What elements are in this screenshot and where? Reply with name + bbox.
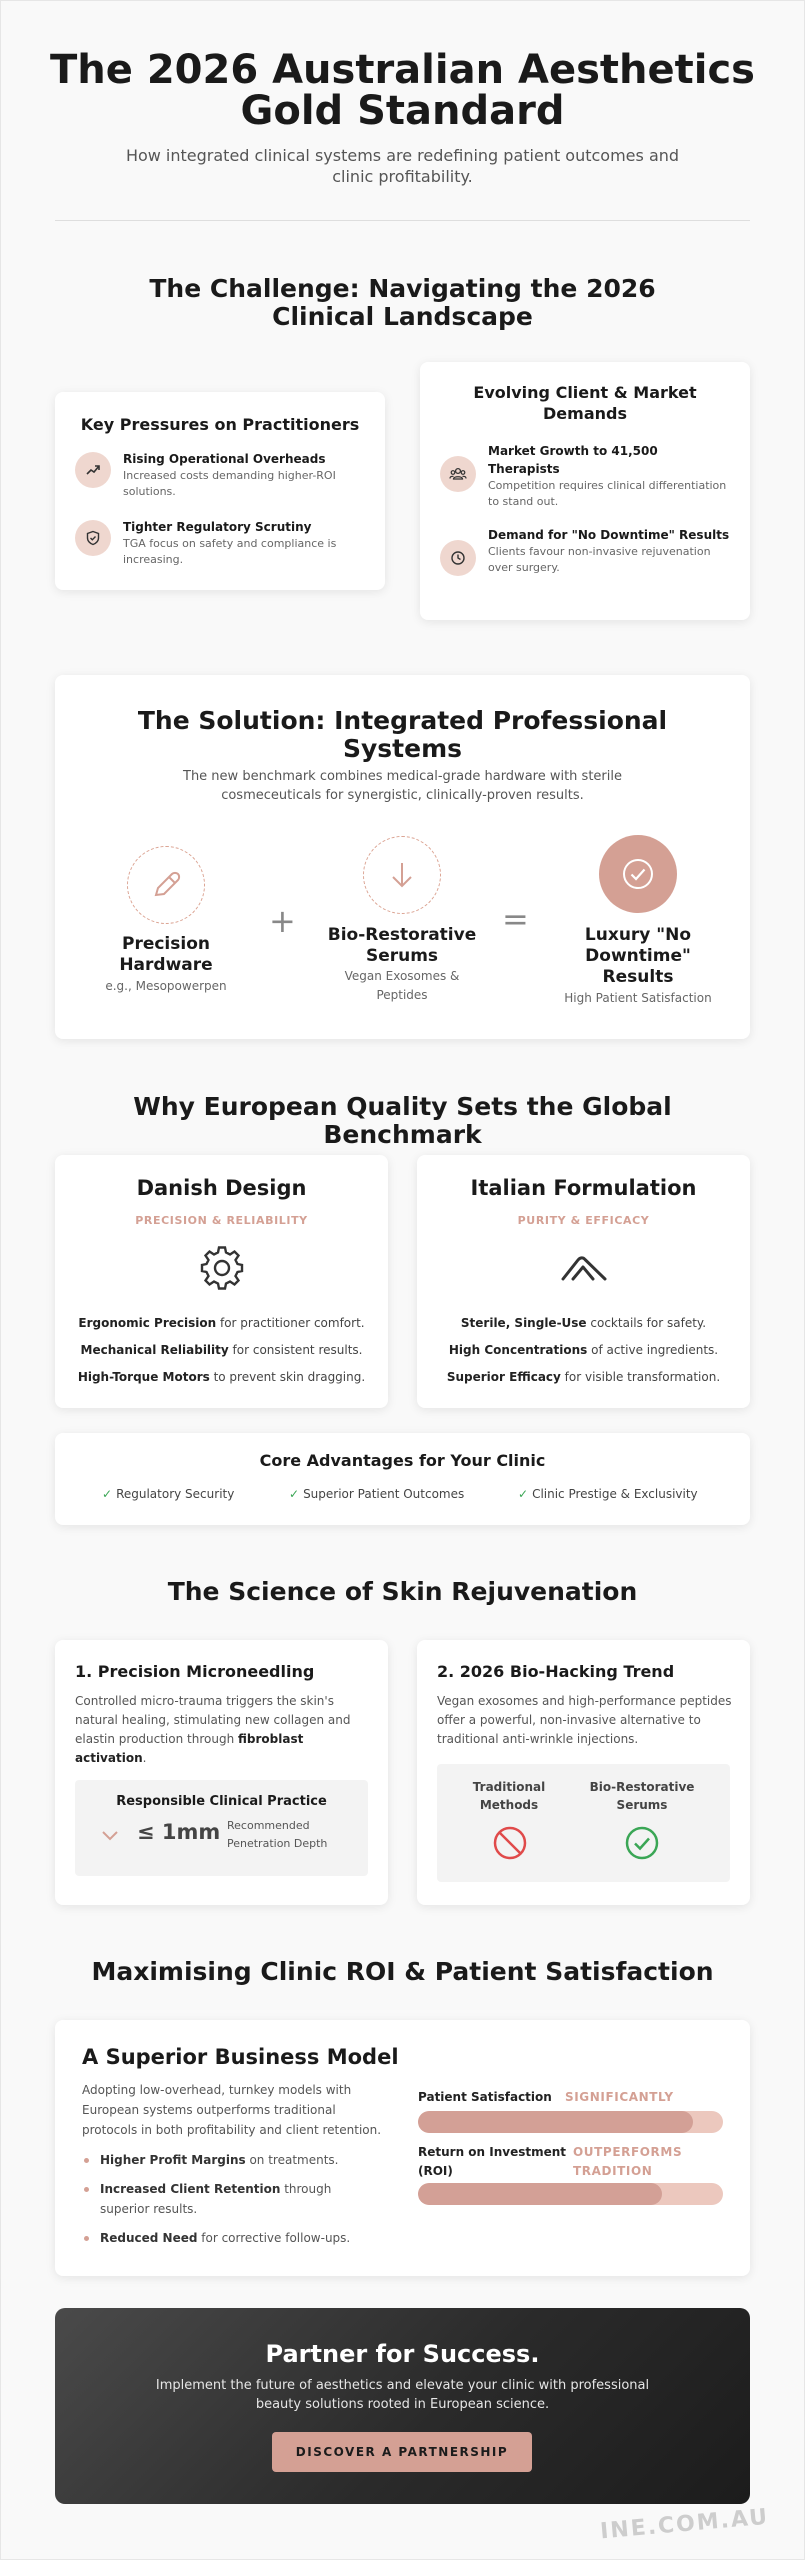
traditional-label: Traditional Methods	[472, 1780, 546, 1812]
flask-icon	[417, 1245, 750, 1291]
satisfaction-bar-fill	[418, 2111, 693, 2133]
check-icon: ✓	[518, 1487, 529, 1501]
trend-up-icon	[75, 452, 111, 488]
italian-line: Sterile, Single-Use cocktails for safety.	[460, 1316, 707, 1330]
comparison-box	[437, 1764, 730, 1882]
danish-title: Danish Design	[136, 1176, 307, 1200]
demand-item: Market Growth to 41,500 Therapists Competition requires clinical differentiation to stand out.	[440, 442, 732, 510]
europe-title: Why European Quality Sets the Global Benchmark	[133, 1092, 672, 1149]
metric-label: Return on Investment (ROI)	[418, 2145, 567, 2178]
biohacking-text: Vegan exosomes and high-performance peptides offer a powerful, non-invasive alternative to traditional anti-wrinkle injections.	[437, 1694, 732, 1746]
advantages-title: Core Advantages for Your Clinic	[259, 1451, 546, 1470]
list-item: Higher Profit Margins on treatments.	[82, 2150, 382, 2170]
check-circle-icon	[624, 1825, 660, 1865]
roi-card	[55, 2020, 750, 2276]
benefits-list	[82, 2150, 382, 2257]
microneedling-card	[55, 1640, 388, 1905]
practice-title: Responsible Clinical Practice	[116, 1794, 327, 1809]
cta-title: Partner for Success.	[265, 2340, 540, 2368]
demand-item: Demand for "No Downtime" Results Clients favour non-invasive rejuvenation over surgery.	[440, 526, 732, 576]
metric-label: Patient Satisfaction	[418, 2090, 552, 2104]
italian-tag: PURITY & EFFICACY	[517, 1214, 650, 1227]
pressures-title: Key Pressures on Practitioners	[80, 415, 360, 434]
list-item: Reduced Need for corrective follow-ups.	[82, 2228, 382, 2248]
solution-part-label: Precision Hardware	[119, 934, 213, 975]
check-icon: ✓	[289, 1487, 300, 1501]
microneedling-title: 1. Precision Microneedling	[75, 1662, 315, 1681]
solution-part-sub: e.g., Mesopowerpen	[105, 979, 227, 993]
demands-card	[420, 362, 750, 620]
shield-check-icon	[75, 520, 111, 556]
bio-label: Bio-Restorative Serums	[589, 1780, 695, 1812]
depth-label: Recommended Penetration Depth	[227, 1819, 328, 1850]
italian-line: Superior Efficacy for visible transformation.	[446, 1370, 721, 1384]
business-model-title: A Superior Business Model	[82, 2045, 399, 2069]
discover-partnership-button[interactable]: DISCOVER A PARTNERSHIP	[272, 2432, 532, 2472]
biohacking-card	[417, 1640, 750, 1905]
plus-operator: +	[269, 902, 296, 940]
pressure-item: Tighter Regulatory Scrutiny TGA focus on safety and compliance is increasing.	[75, 518, 367, 568]
metric-value: SIGNIFICANTLY	[565, 2090, 674, 2104]
italian-card	[417, 1155, 750, 1408]
advantage-item: ✓ Regulatory Security	[102, 1487, 235, 1501]
danish-line: Ergonomic Precision for practitioner comfort.	[78, 1316, 365, 1330]
pressure-item: Rising Operational Overheads Increased costs demanding higher-ROI solutions.	[75, 450, 367, 500]
danish-tag: PRECISION & RELIABILITY	[135, 1214, 308, 1227]
italian-line: High Concentrations of active ingredients.	[448, 1343, 719, 1357]
divider	[55, 220, 750, 221]
solution-subtitle: The new benchmark combines medical-grade hardware with sterile cosmeceuticals for synergistic, clinically-proven results.	[183, 769, 622, 803]
solution-part-sub: High Patient Satisfaction	[564, 991, 712, 1005]
science-title: The Science of Skin Rejuvenation	[167, 1577, 638, 1606]
cta-text: Implement the future of aesthetics and elevate your clinic with professional beauty solutions rooted in European science.	[155, 2378, 650, 2412]
italian-title: Italian Formulation	[470, 1176, 697, 1200]
equals-operator: =	[502, 900, 529, 938]
list-item: Increased Client Retention through superior results.	[82, 2179, 382, 2219]
solution-title: The Solution: Integrated Professional Systems	[137, 706, 668, 763]
business-model-text: Adopting low-overhead, turnkey models with European systems outperforms traditional protocols in both profitability and client retention.	[82, 2083, 382, 2137]
clock-icon	[440, 540, 476, 576]
chevron-down-icon	[101, 1826, 119, 1845]
biohacking-title: 2. 2026 Bio-Hacking Trend	[437, 1662, 675, 1681]
microneedling-text: Controlled micro-trauma triggers the skin's natural healing, stimulating new collagen and elastin production through fibroblast activation.	[75, 1694, 351, 1765]
advantage-item: ✓ Clinic Prestige & Exclusivity	[518, 1487, 698, 1501]
gear-icon	[55, 1245, 388, 1291]
danish-line: Mechanical Reliability for consistent results.	[80, 1343, 363, 1357]
advantages-card	[55, 1433, 750, 1525]
roi-title: Maximising Clinic ROI & Patient Satisfaction	[91, 1957, 714, 1986]
page-subtitle: How integrated clinical systems are redefining patient outcomes and clinic profitability.	[125, 146, 680, 186]
solution-card	[55, 675, 750, 1039]
practice-box	[75, 1780, 368, 1876]
check-icon: ✓	[102, 1487, 113, 1501]
check-circle-icon	[599, 835, 677, 913]
demands-title: Evolving Client & Market Demands	[473, 383, 697, 423]
watermark: INE.COM.AU	[599, 2504, 771, 2545]
danish-card	[55, 1155, 388, 1408]
page-title: The 2026 Australian Aesthetics Gold Standard	[50, 47, 755, 134]
arrow-down-icon	[363, 836, 441, 914]
roi-bar	[418, 2183, 723, 2205]
metric-value: OUTPERFORMS TRADITION	[573, 2145, 683, 2178]
solution-part-label: Luxury "No Downtime" Results	[584, 925, 692, 987]
danish-line: High-Torque Motors to prevent skin dragging.	[77, 1370, 366, 1384]
cta-panel	[55, 2308, 750, 2504]
advantage-item: ✓ Superior Patient Outcomes	[289, 1487, 465, 1501]
solution-part-label: Bio-Restorative Serums	[327, 925, 477, 966]
challenge-title: The Challenge: Navigating the 2026 Clinical Landscape	[149, 274, 656, 331]
prohibited-icon	[492, 1825, 528, 1865]
roi-bar-fill	[418, 2183, 662, 2205]
people-icon	[440, 456, 476, 492]
depth-value: ≤ 1mm	[137, 1820, 221, 1844]
pressures-card	[55, 392, 385, 590]
solution-part-sub: Vegan Exosomes & Peptides	[344, 969, 460, 1002]
satisfaction-bar	[418, 2111, 723, 2133]
pen-icon	[127, 846, 205, 924]
